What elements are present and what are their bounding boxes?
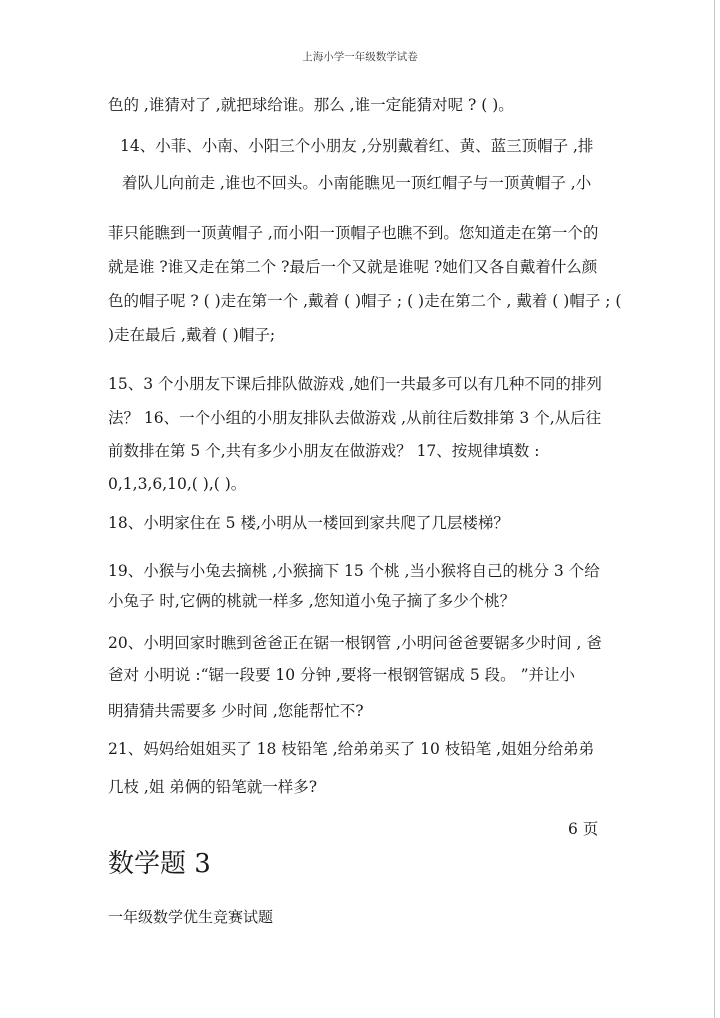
question-14-line-5: 色的帽子呢 ? ( )走在第一个 ,戴着 ( )帽子 ; ( )走在第二个 , 戴着 ( )帽子 ; ( [108,292,622,310]
question-14-line-1: 14、小菲、小南、小阳三个小朋友 ,分别戴着红、黄、蓝三顶帽子 ,排 [120,137,594,155]
question-21-line-1: 21、妈妈给姐姐买了 18 枝铅笔 ,给弟弟买了 10 枝铅笔 ,姐姐分给弟弟 [108,740,595,758]
question-14-line-3: 菲只能瞧到一顶黄帽子 ,而小阳一顶帽子也瞧不到。您知道走在第一个的 [108,224,599,242]
question-20-line-3: 明猜猜共需要多 少时间 ,您能帮忙不? [108,702,364,720]
question-17-sequence: 0,1,3,6,10,( ),( )。 [108,475,247,493]
question-19-line-2: 小兔子 时,它俩的桃就一样多 ,您知道小兔子摘了多少个桃？ [108,592,516,610]
section-subtitle: 一年级数学优生竞赛试题 [108,908,274,926]
question-14-line-6: )走在最后 ,戴着 ( )帽子; [108,326,276,344]
question-20-line-2: 爸对 小明说 :“锯一段要 10 分钟 ,要将一根钢管锯成 5 段。 ”并让小 [108,666,575,684]
question-16-line-1: 法？ 16、一个小组的小朋友排队去做游戏 ,从前往后数排第 3 个,从后往 [108,409,602,427]
question-15-line-1: 15、3 个小朋友下课后排队做游戏 ,她们一共最多可以有几种不同的排列 [108,375,602,393]
question-17-line-1: 前数排在第 5 个,共有多少小朋友在做游戏？ 17、按规律填数 : [108,442,540,460]
question-20-line-1: 20、小明回家时瞧到爸爸正在锯一根钢管 ,小明问爸爸要锯多少时间 , 爸 [108,634,602,652]
page-number: 6 页 [568,820,599,838]
page-edge-line [714,0,715,1018]
page-header: 上海小学一年级数学试卷 [302,51,418,63]
question-19-line-1: 19、小猴与小兔去摘桃 ,小猴摘下 15 个桃 ,当小猴将自己的桃分 3 个给 [108,562,600,580]
question-14-line-4: 就是谁 ?谁又走在第二个 ?最后一个又就是谁呢 ?她们又各自戴着什么颜 [108,258,598,276]
text-line: 色的 ,谁猜对了 ,就把球给谁。那么 ,谁一定能猜对呢 ? ( )。 [108,96,514,114]
question-14-line-2: 着队儿向前走 ,谁也不回头。小南能瞧见一顶红帽子与一顶黄帽子 ,小 [122,174,592,192]
section-title: 数学题 3 [108,849,211,879]
question-21-line-2: 几枝 ,姐 弟俩的铅笔就一样多? [108,778,318,796]
question-18: 18、小明家住在 5 楼,小明从一楼回到家共爬了几层楼梯？ [108,514,509,532]
